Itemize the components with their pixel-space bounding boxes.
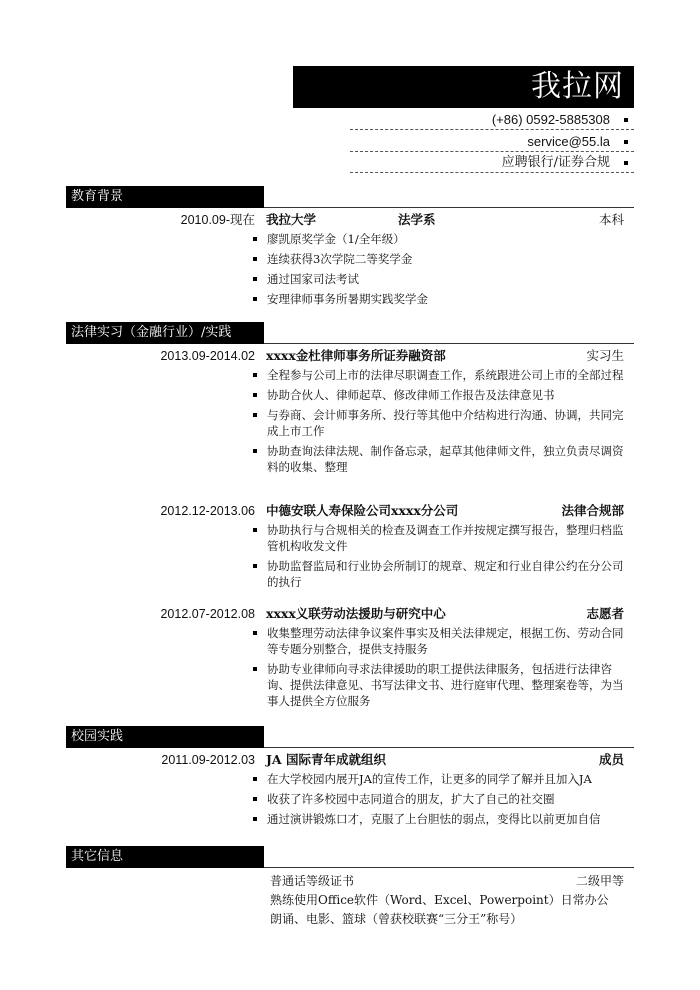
bullet-square-icon (253, 413, 257, 417)
section-rule (264, 867, 634, 868)
section-title: 法律实习（金融行业）/实践 (71, 325, 232, 340)
list-item: 在大学校园内展开JA的宣传工作，让更多的同学了解并且加入JA (253, 771, 625, 787)
bullet-square-icon (253, 631, 257, 635)
list-item: 协助合伙人、律师起草、修改律师工作报告及法律意见书 (253, 387, 625, 403)
education-bullets (253, 231, 625, 311)
job-role: 法律合规部 (561, 503, 624, 518)
list-item: 协助专业律师向寻求法律援助的职工提供法律服务，包括进行法律咨询、提供法律意见、书写法律文书、进行庭审代理、整理案卷等，为当事人提供全方位服务 (253, 661, 625, 709)
bullet-square-icon (253, 528, 257, 532)
target-text: 应聘银行/证券合规 (501, 155, 610, 170)
bullet-square-icon (253, 777, 257, 781)
list-item: 协助监督监局和行业协会所制订的规章、规定和行业自律公约在分公司的执行 (253, 558, 625, 590)
section-rule (264, 207, 634, 208)
section-header-education (66, 186, 264, 208)
list-item: 通过国家司法考试 (253, 271, 625, 287)
list-item: 通过演讲锻炼口才，克服了上台胆怯的弱点，变得比以前更加自信 (253, 811, 625, 827)
job-role: 志愿者 (586, 606, 624, 621)
education-degree: 本科 (598, 212, 624, 227)
email-row (350, 132, 634, 152)
job-date: 2012.07-2012.08 (160, 607, 255, 621)
bullet-square-icon (624, 161, 628, 165)
section-rule (264, 343, 634, 344)
section-header-other (66, 846, 264, 868)
campus-role: 成员 (598, 752, 624, 767)
job-date: 2013.09-2014.02 (160, 349, 255, 363)
bullet-square-icon (253, 277, 257, 281)
list-item: 与券商、会计师事务所、投行等其他中介结构进行沟通、协调，共同完成上市工作 (253, 407, 625, 439)
email-text: service@55.la (527, 134, 610, 149)
list-item: 廖凯原奖学金（1/全年级） (253, 231, 625, 247)
section-title: 校园实践 (71, 729, 124, 744)
section-header-campus (66, 726, 264, 748)
bullet-square-icon (253, 449, 257, 453)
target-row (350, 153, 634, 173)
other-office: 熟练使用Office软件（Word、Excel、Powerpoint）日常办公 (270, 893, 609, 907)
list-item: 收集整理劳动法律争议案件事实及相关法律规定，根据工伤、劳动合同等专题分别整合，提供支持服务 (253, 625, 625, 657)
education-date: 2010.09-现在 (180, 213, 255, 227)
bullet-square-icon (253, 564, 257, 568)
bullet-square-icon (253, 297, 257, 301)
list-item: 安理律师事务所暑期实践奖学金 (253, 291, 625, 307)
bullet-square-icon (253, 257, 257, 261)
divider (350, 172, 634, 173)
bullet-square-icon (624, 140, 628, 144)
job-bullets (253, 367, 625, 479)
section-header-internships (66, 322, 264, 344)
job-org: xxxx金杜律师事务所证券融资部 (266, 348, 446, 363)
job-bullets (253, 625, 625, 713)
job-org: 中德安联人寿保险公司xxxx分公司 (266, 503, 459, 518)
bullet-square-icon (253, 817, 257, 821)
divider (350, 129, 634, 130)
phone-text: (+86) 0592-5885308 (491, 112, 610, 127)
bullet-square-icon (253, 797, 257, 801)
list-item: 协助查询法律法规、制作备忘录，起草其他律师文件，独立负责尽调资料的收集、整理 (253, 443, 625, 475)
list-item: 收获了许多校园中志同道合的朋友，扩大了自己的社交圈 (253, 791, 625, 807)
bullet-square-icon (624, 118, 628, 122)
other-hobby: 朗诵、电影、篮球（曾获校联赛“三分王”称号） (270, 912, 523, 926)
job-role: 实习生 (586, 348, 624, 363)
bullet-square-icon (253, 393, 257, 397)
list-item: 全程参与公司上市的法律尽职调查工作，系统跟进公司上市的全部过程 (253, 367, 625, 383)
campus-org: JA 国际青年成就组织 (266, 752, 386, 767)
list-item: 连续获得3次学院二等奖学金 (253, 251, 625, 267)
job-bullets (253, 522, 625, 594)
bullet-square-icon (253, 667, 257, 671)
education-school: 我拉大学 (266, 212, 317, 227)
list-item: 协助执行与合规相关的检查及调查工作并按规定撰写报告，整理归档监管机构收发文件 (253, 522, 625, 554)
phone-row (350, 110, 634, 130)
other-cert-level: 二级甲等 (575, 874, 624, 888)
education-major: 法学系 (398, 212, 436, 227)
section-title: 其它信息 (71, 849, 124, 864)
campus-bullets (253, 771, 625, 831)
bullet-square-icon (253, 373, 257, 377)
bullet-square-icon (253, 237, 257, 241)
section-title: 教育背景 (71, 189, 124, 204)
name-banner (293, 66, 634, 108)
other-cert: 普通话等级证书 (270, 874, 355, 888)
job-date: 2012.12-2013.06 (160, 504, 255, 518)
job-org: xxxx义联劳动法援助与研究中心 (266, 606, 446, 621)
candidate-name: 我拉网 (531, 69, 624, 104)
campus-date: 2011.09-2012.03 (161, 753, 255, 767)
divider (350, 151, 634, 152)
section-rule (264, 747, 634, 748)
